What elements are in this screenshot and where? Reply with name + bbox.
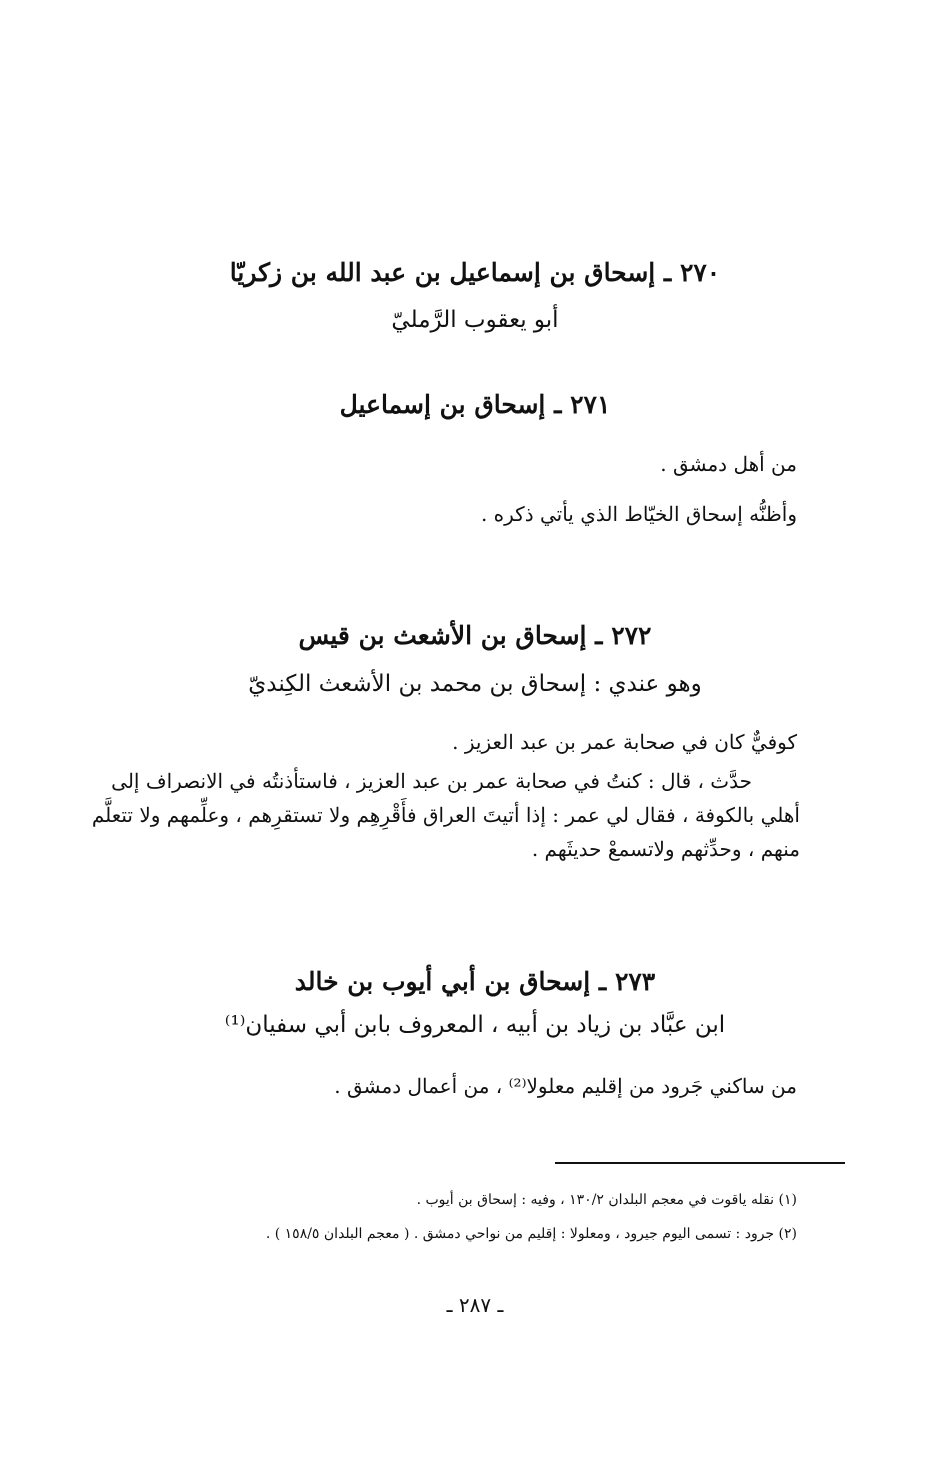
entry-272-intro: كوفيٌّ كان في صحابة عمر بن عبد العزيز .	[452, 730, 797, 754]
entry-272-body-line-1: حدَّث ، قال : كنتُ في صحابة عمر بن عبد العزيز ، فاستأذنتُه في الانصراف إلى	[111, 769, 752, 793]
entry-271-line-1: من أهل دمشق .	[660, 452, 797, 476]
footnote-separator	[555, 1162, 845, 1164]
entry-272-body-line-2: أهلي بالكوفة ، فقال لي عمر : إذا أتيتَ العراق فأَقْرِهِم ولا تستقرِهم ، وعلِّمهم ولا تتعلَّم	[91, 803, 800, 827]
entry-270-title: ٢٧٠ ـ إسحاق بن إسماعيل بن عبد الله بن زكريّا	[229, 258, 721, 287]
entry-271-line-2: وأظنُّه إسحاق الخيّاط الذي يأتي ذكره .	[480, 502, 797, 526]
entry-272-subtitle: وهو عندي : إسحاق بن محمد بن الأشعث الكِنديّ	[248, 671, 702, 697]
entry-273-title: ٢٧٣ ـ إسحاق بن أبي أيوب بن خالد	[294, 967, 656, 996]
entry-271-title: ٢٧١ ـ إسحاق بن إسماعيل	[339, 390, 611, 419]
footnote-2: (٢) جرود : تسمى اليوم جيرود ، ومعلولا : إقليم من نواحي دمشق . ( معجم البلدان ١٥٨/٥ ) .	[265, 1226, 797, 1242]
entry-272-body-line-3: منهم ، وحدِّثهم ولاتسمعْ حديثَهم .	[531, 837, 800, 861]
page-number: ـ ٢٨٧ ـ	[446, 1293, 504, 1317]
entry-272-body	[91, 764, 800, 866]
entry-272-title: ٢٧٢ ـ إسحاق بن الأشعث بن قيس	[298, 621, 652, 650]
entry-273-line: من ساكني جَرود من إقليم معلولا⁽²⁾ ، من أعمال دمشق .	[334, 1074, 797, 1098]
entry-273-subtitle: ابن عبَّاد بن زياد بن أبيه ، المعروف بابن أبي سفيان⁽¹⁾	[224, 1012, 726, 1038]
entry-270-subtitle: أبو يعقوب الرَّمليّ	[391, 307, 559, 333]
footnote-1: (١) نقله ياقوت في معجم البلدان ١٣٠/٢ ، وفيه : إسحاق بن أيوب .	[416, 1192, 797, 1208]
